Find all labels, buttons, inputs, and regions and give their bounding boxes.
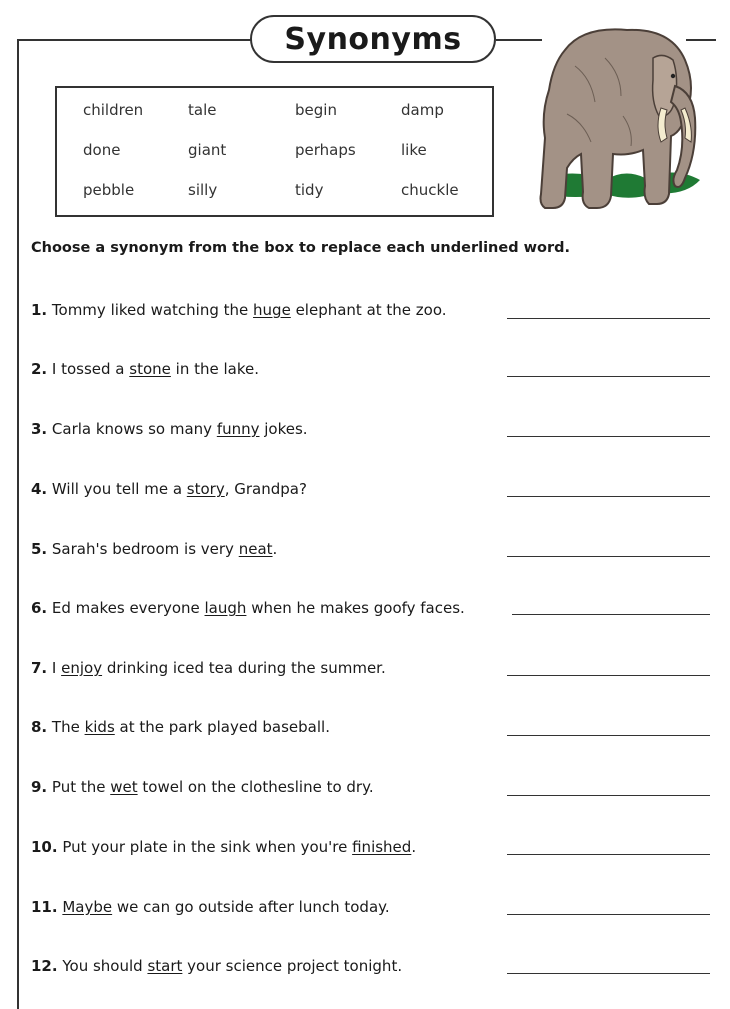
underlined-word: enjoy (61, 659, 103, 677)
question-row (31, 898, 390, 916)
answer-blank-line[interactable] (507, 675, 710, 676)
underlined-word: finished (352, 838, 412, 856)
word-bank-word: chuckle (401, 181, 459, 199)
underlined-word: wet (110, 778, 138, 796)
question-text-before: I (47, 659, 62, 677)
underlined-word: huge (253, 301, 291, 319)
question-row (31, 718, 330, 736)
question-text-after: at the park played baseball. (114, 718, 330, 736)
question-number: 3. (31, 420, 48, 438)
answer-blank-line[interactable] (507, 914, 710, 915)
question-text-before: Put the (47, 778, 111, 796)
question-text-after: jokes. (259, 420, 308, 438)
question-row (31, 480, 307, 498)
word-bank-word: children (83, 101, 144, 119)
question-text-before: Tommy liked watching the (47, 301, 254, 319)
underlined-word: Maybe (62, 898, 113, 916)
answer-blank-line[interactable] (507, 735, 710, 736)
word-bank-word: like (401, 141, 427, 159)
question-text-after: drinking iced tea during the summer. (102, 659, 386, 677)
question-row (31, 778, 374, 796)
question-text-after: towel on the clothesline to dry. (137, 778, 374, 796)
question-row (31, 599, 465, 617)
question-text-before: Will you tell me a (47, 480, 187, 498)
question-number: 11. (31, 898, 58, 916)
frame-top-left-line (17, 39, 253, 41)
question-number: 1. (31, 301, 48, 319)
answer-blank-line[interactable] (512, 614, 710, 615)
question-text-after: your science project tonight. (182, 957, 403, 975)
question-row (31, 301, 447, 319)
frame-left-line (17, 39, 19, 1009)
question-text-before: Sarah's bedroom is very (47, 540, 239, 558)
word-bank-word: tale (188, 101, 217, 119)
question-number: 9. (31, 778, 48, 796)
question-number: 5. (31, 540, 48, 558)
underlined-word: stone (129, 360, 171, 378)
underlined-word: story (186, 480, 225, 498)
answer-blank-line[interactable] (507, 795, 710, 796)
question-number: 4. (31, 480, 48, 498)
word-bank-word: pebble (83, 181, 135, 199)
question-text-before: Carla knows so many (47, 420, 217, 438)
underlined-word: start (147, 957, 183, 975)
answer-blank-line[interactable] (507, 854, 710, 855)
answer-blank-line[interactable] (507, 436, 710, 437)
word-bank-word: giant (188, 141, 227, 159)
page-title: Synonyms (250, 15, 496, 63)
word-bank-word: perhaps (295, 141, 356, 159)
elephant-illustration (535, 18, 707, 220)
word-bank-word: done (83, 141, 121, 159)
question-number: 7. (31, 659, 48, 677)
question-text-before: You should (57, 957, 148, 975)
answer-blank-line[interactable] (507, 556, 710, 557)
question-row (31, 957, 402, 975)
question-text-after: , Grandpa? (224, 480, 307, 498)
word-bank-word: begin (295, 101, 337, 119)
question-row (31, 360, 259, 378)
word-bank-word: silly (188, 181, 218, 199)
instructions-text: Choose a synonym from the box to replace each underlined word. (31, 240, 571, 256)
question-text-after: . (272, 540, 278, 558)
word-bank-word: tidy (295, 181, 324, 199)
question-number: 2. (31, 360, 48, 378)
question-text-after: we can go outside after lunch today. (112, 898, 390, 916)
question-number: 6. (31, 599, 48, 617)
question-text-after: in the lake. (170, 360, 259, 378)
question-number: 12. (31, 957, 58, 975)
question-text-after: . (411, 838, 417, 856)
underlined-word: kids (84, 718, 115, 736)
question-text-before: The (47, 718, 85, 736)
question-number: 10. (31, 838, 58, 856)
underlined-word: funny (216, 420, 260, 438)
underlined-word: neat (238, 540, 273, 558)
answer-blank-line[interactable] (507, 496, 710, 497)
underlined-word: laugh (204, 599, 247, 617)
question-row (31, 540, 277, 558)
question-text-before: Ed makes everyone (47, 599, 205, 617)
question-row (31, 659, 386, 677)
question-text-after: when he makes goofy faces. (246, 599, 465, 617)
question-text-after: elephant at the zoo. (290, 301, 447, 319)
question-text-before: I tossed a (47, 360, 130, 378)
answer-blank-line[interactable] (507, 376, 710, 377)
question-row (31, 838, 416, 856)
question-text-before: Put your plate in the sink when you're (57, 838, 353, 856)
question-number: 8. (31, 718, 48, 736)
word-bank-word: damp (401, 101, 444, 119)
question-row (31, 420, 308, 438)
word-bank-box (55, 86, 494, 217)
answer-blank-line[interactable] (507, 973, 710, 974)
answer-blank-line[interactable] (507, 318, 710, 319)
